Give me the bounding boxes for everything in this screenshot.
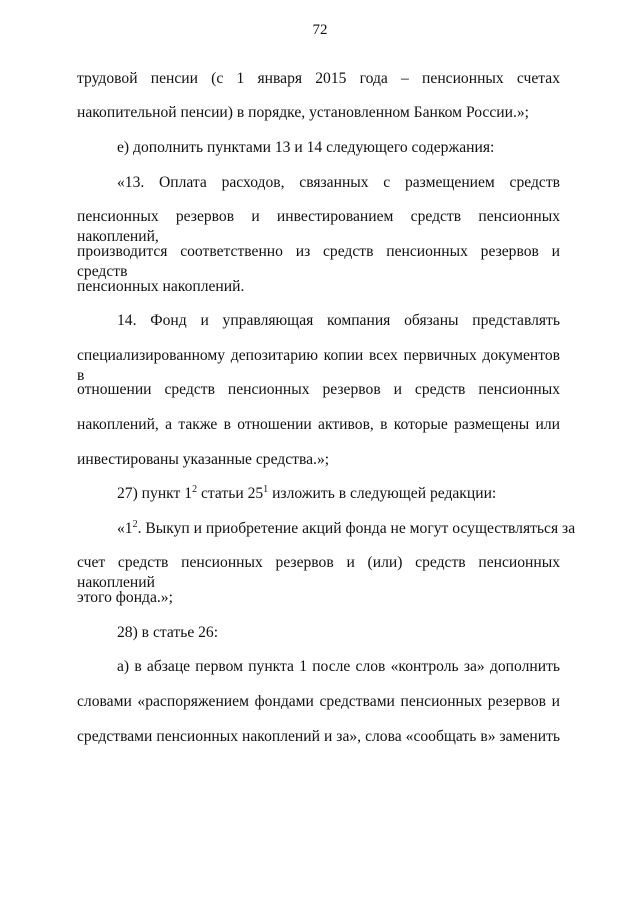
text-line: специализированному депозитарию копии всех первичных документов в (77, 347, 560, 384)
text-line: счет средств пенсионных резервов и (или) средств пенсионных накоплений (77, 554, 560, 591)
text-line: производится соответственно из средств пенсионных резервов и средств (77, 243, 560, 280)
text-line: накопительной пенсии) в порядке, установленном Банком России.»; (77, 104, 529, 121)
text: . Выкуп и приобретение акций фонда не могут осуществляться за (137, 520, 576, 537)
text-line: отношении средств пенсионных резервов и средств пенсионных (77, 381, 560, 398)
text-line: пенсионных резервов и инвестированием средств пенсионных накоплений, (77, 208, 560, 245)
page-number: 72 (312, 22, 328, 38)
text-line: трудовой пенсии (с 1 января 2015 года – пенсионных счетах (77, 70, 560, 87)
text-line: инвестированы указанные средства.»; (77, 451, 330, 468)
text-line: пенсионных накоплений. (77, 278, 245, 295)
text-line: «13. Оплата расходов, связанных с размещением средств (117, 174, 560, 191)
text-line: е) дополнить пунктами 13 и 14 следующего содержания: (117, 139, 495, 156)
text-line: 28) в статье 26: (117, 624, 219, 641)
text: статьи 25 (197, 485, 264, 502)
text-line: 14. Фонд и управляющая компания обязаны представлять (117, 312, 560, 329)
text-line: накоплений, а также в отношении активов, в которые размещены или (77, 416, 560, 433)
text: «1 (117, 520, 133, 537)
superscript: 2 (192, 484, 198, 495)
text: изложить в следующей редакции: (268, 485, 497, 502)
text-line: словами «распоряжением фондами средствами пенсионных резервов и (77, 693, 560, 710)
text-line: средствами пенсионных накоплений и за», слова «сообщать в» заменить (77, 728, 560, 745)
text-line-item-27 (117, 484, 560, 504)
text-line: а) в абзаце первом пункта 1 после слов «контроль за» дополнить (117, 658, 560, 675)
superscript: 1 (263, 484, 269, 495)
text-line: этого фонда.»; (77, 589, 173, 606)
superscript: 2 (132, 519, 138, 530)
text: 27) пункт 1 (117, 485, 193, 502)
text-line-item-1-2 (117, 519, 576, 539)
